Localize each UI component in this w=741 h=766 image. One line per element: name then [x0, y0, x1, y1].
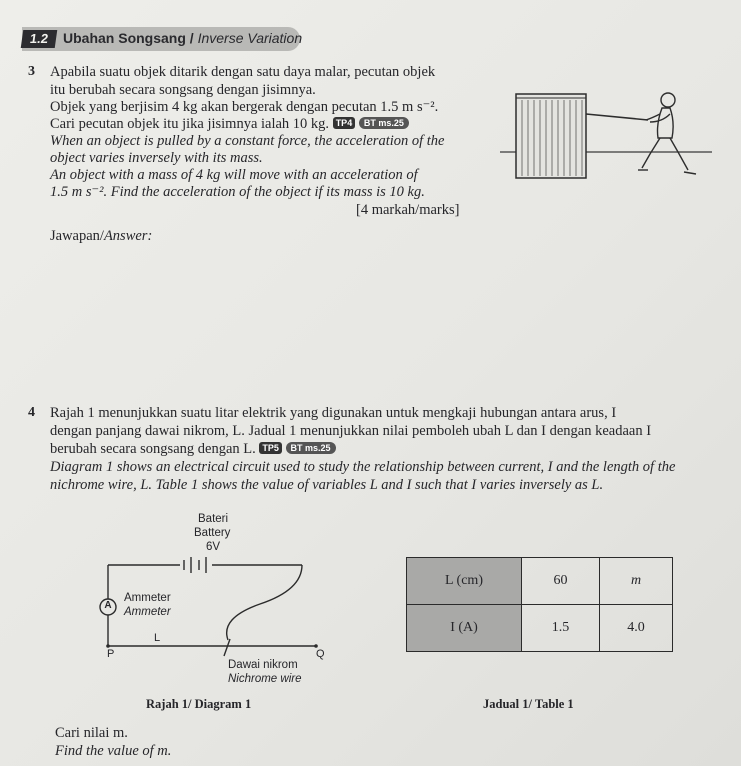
question-3-number: 3 — [28, 64, 35, 79]
tp-badge: TP4 — [333, 117, 356, 129]
question-3-en-line: 1.5 m s⁻². Find the acceleration of the object if its mass is 10 kg. — [50, 184, 425, 200]
tp-badge: TP5 — [259, 442, 282, 454]
question-3-marks: [4 markah/marks] — [356, 202, 460, 218]
diagram-caption: Rajah 1/ Diagram 1 — [146, 697, 252, 711]
table-cell: 1.5 — [522, 605, 600, 652]
section-title — [63, 30, 302, 46]
jockey-contact — [224, 639, 230, 656]
table-cell: 4.0 — [600, 605, 673, 652]
task-en: Find the value of m. — [55, 743, 172, 759]
battery-label-ms: Bateri — [198, 513, 229, 525]
answer-label-ms: Jawapan/ — [50, 228, 104, 244]
nichrome-label-en: Nichrome wire — [228, 673, 302, 685]
nichrome-label-ms: Dawai nikrom — [228, 659, 298, 671]
table-row — [407, 605, 673, 652]
section-title-en: Inverse Variation — [197, 30, 303, 46]
question-3-ms-line: Objek yang berjisim 4 kg akan bergerak dengan pecutan 1.5 m s⁻². — [50, 99, 439, 115]
question-3-en-line: object varies inversely with its mass. — [50, 150, 263, 166]
task-ms: Cari nilai m. — [55, 725, 128, 741]
person-figure — [638, 93, 696, 174]
table-cell: 60 — [522, 558, 600, 605]
pulling-crate-illustration — [500, 86, 712, 182]
question-3-en-line: An object with a mass of 4 kg will move with an acceleration of — [50, 167, 418, 183]
question-4-en-line: nichrome wire, L. Table 1 shows the value of variables L and I such that I varies inversely as L. — [50, 477, 604, 493]
section-title-separator: / — [185, 30, 198, 46]
battery-voltage: 6V — [206, 541, 221, 553]
question-3-ms-line: Apabila suatu objek ditarik dengan satu daya malar, pecutan objek — [50, 64, 436, 80]
answer-label-en: Answer: — [103, 228, 153, 244]
length-label: L — [154, 632, 161, 644]
rope — [586, 114, 648, 120]
table-caption: Jadual 1/ Table 1 — [483, 697, 574, 711]
question-3-ms-line — [50, 116, 409, 133]
question-3-ms-text: Cari pecutan objek itu jika jisimnya ialah 10 kg. — [50, 116, 330, 132]
table-row — [407, 558, 673, 605]
point-p-label: P — [107, 648, 115, 660]
question-4-number: 4 — [28, 405, 35, 420]
ammeter-label-en: Ammeter — [124, 606, 171, 618]
question-4-ms-text: berubah secara songsang dengan L. — [50, 441, 256, 457]
section-number: 1.2 — [21, 30, 58, 48]
point-q-label: Q — [316, 648, 325, 660]
section-title-ms: Ubahan Songsang — [63, 30, 186, 46]
question-4-ms-line: Rajah 1 menunjukkan suatu litar elektrik yang digunakan untuk mengkaji hubungan antara arus, I — [50, 405, 617, 421]
question-3-ms-line: itu berubah secara songsang dengan jisimnya. — [50, 82, 316, 98]
question-4-en-line: Diagram 1 shows an electrical circuit used to study the relationship between current, I and the length of the — [50, 459, 676, 475]
table-row-label: L (cm) — [407, 558, 522, 605]
bt-badge: BT ms.25 — [359, 117, 409, 129]
table-cell: m — [600, 558, 673, 605]
ammeter-letter: A — [104, 600, 112, 611]
crate-box — [516, 94, 586, 178]
question-4-ms-line: dengan panjang dawai nikrom, L. Jadual 1 menunjukkan nilai pemboleh ubah L dan I dengan keadaan I — [50, 423, 652, 439]
question-4-ms-line — [50, 441, 336, 458]
table-row-label: I (A) — [407, 605, 522, 652]
bt-badge: BT ms.25 — [286, 442, 336, 454]
answer-label — [50, 228, 152, 245]
battery-label-en: Battery — [194, 527, 231, 539]
variables-table — [406, 557, 673, 652]
question-3-en-line: When an object is pulled by a constant force, the acceleration of the — [50, 133, 445, 149]
ammeter-label-ms: Ammeter — [124, 592, 171, 604]
connecting-wire — [227, 565, 302, 640]
